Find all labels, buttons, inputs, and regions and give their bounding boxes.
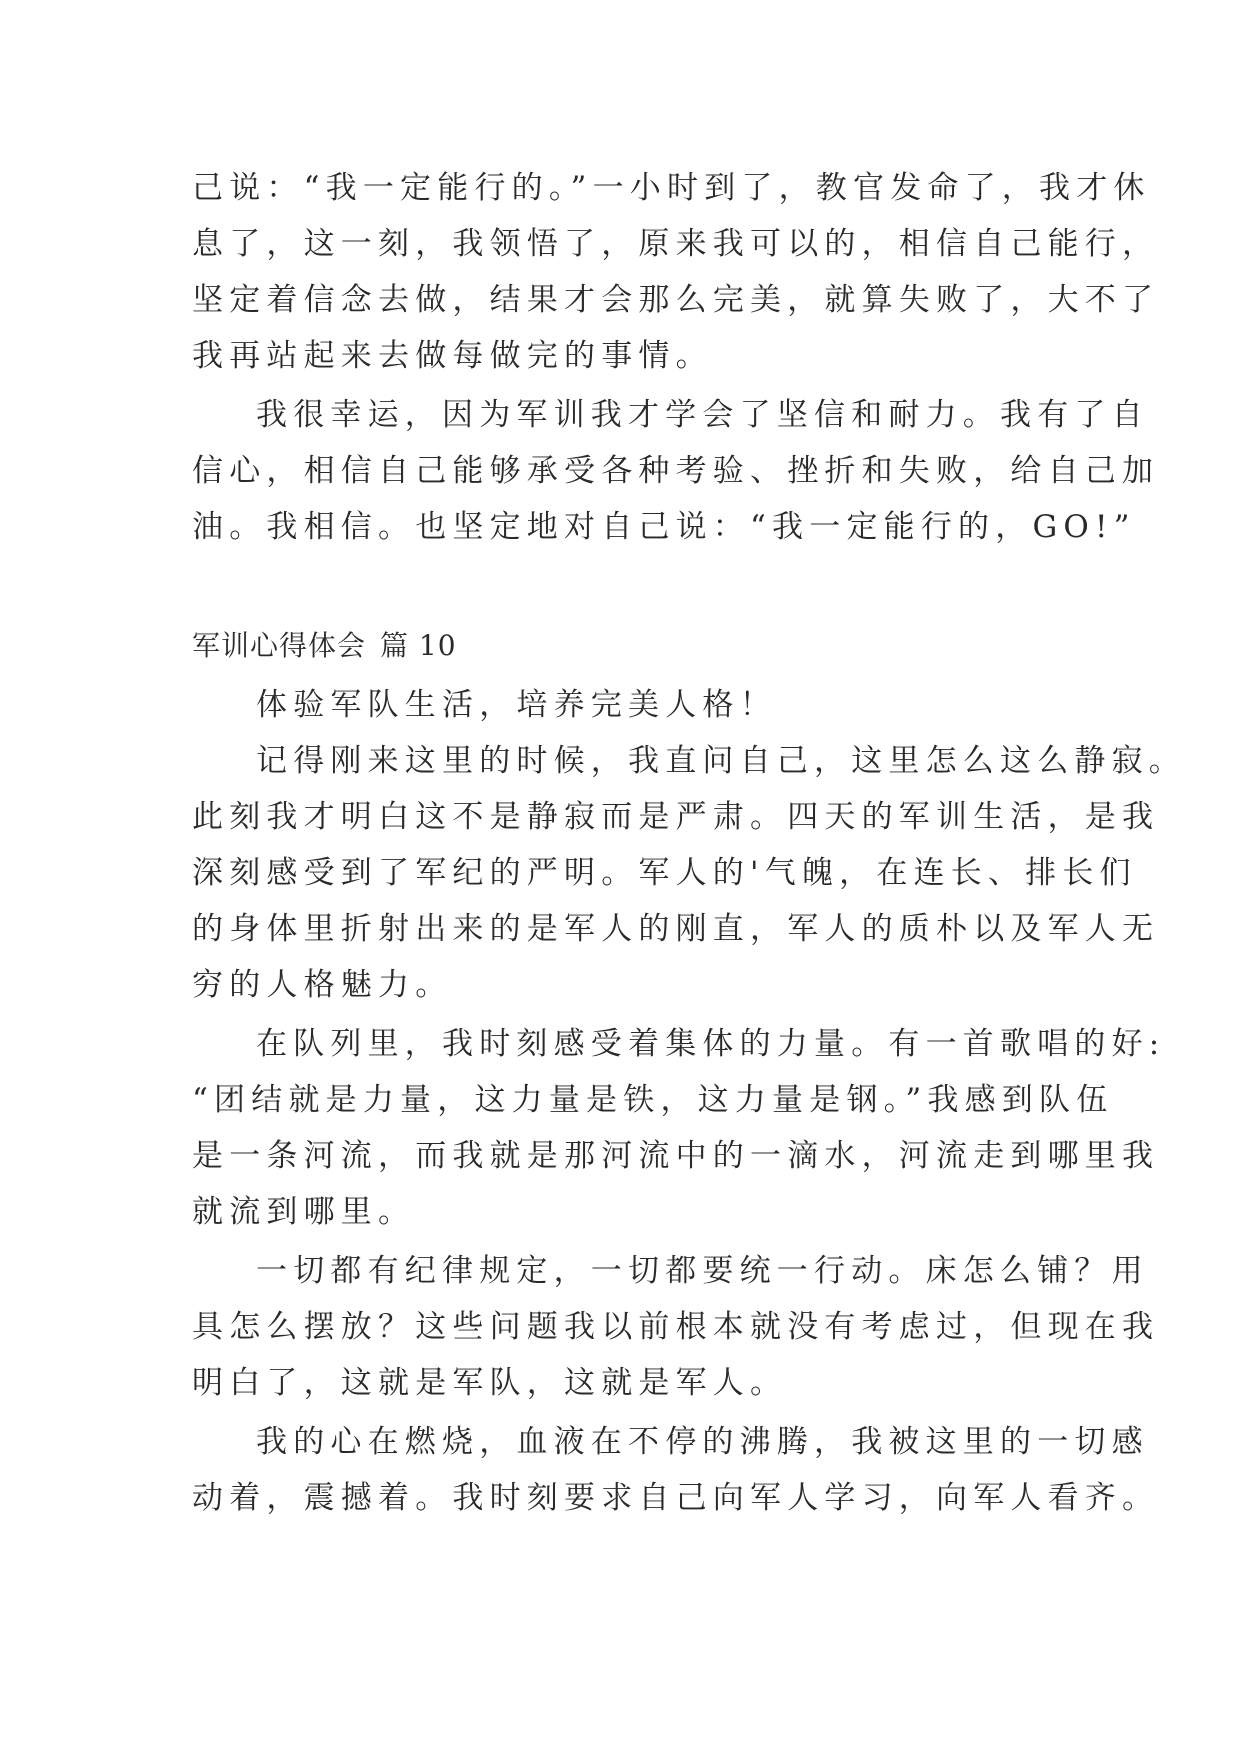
paragraph-line: 油。我相信。也坚定地对自己说：“我一定能行的，GO!” — [192, 509, 1136, 545]
section-number: 篇 10 — [380, 629, 457, 662]
section-title: 军训心得体会 — [192, 629, 367, 662]
paragraph-line: 明白了，这就是军队，这就是军人。 — [192, 1365, 788, 1401]
paragraph-line: 此刻我才明白这不是静寂而是严肃。四天的军训生活，是我 — [192, 799, 1160, 835]
paragraph-line: 信心，相信自己能够承受各种考验、挫折和失败，给自己加 — [192, 453, 1160, 489]
paragraph-line: 在队列里，我时刻感受着集体的力量。有一首歌唱的好: — [256, 1026, 1166, 1062]
paragraph-line: 己说：“我一定能行的。”一小时到了，教官发命了，我才休 — [192, 170, 1151, 206]
paragraph-line: 具怎么摆放？这些问题我以前根本就没有考虑过，但现在我 — [192, 1309, 1160, 1345]
paragraph-line: 的身体里折射出来的是军人的刚直，军人的质朴以及军人无 — [192, 911, 1160, 947]
section-subtitle: 体验军队生活，培养完美人格！ — [256, 687, 777, 723]
paragraph-line: 是一条河流，而我就是那河流中的一滴水，河流走到哪里我 — [192, 1138, 1160, 1174]
paragraph-line: 我的心在燃烧，血液在不停的沸腾，我被这里的一切感 — [256, 1424, 1149, 1460]
paragraph-line: 穷的人格魅力。 — [192, 967, 453, 1003]
paragraph-line: 息了，这一刻，我领悟了，原来我可以的，相信自己能行， — [192, 226, 1160, 262]
paragraph-line: 我再站起来去做每做完的事情。 — [192, 338, 713, 374]
paragraph-line: “团结就是力量，这力量是铁，这力量是钢。”我感到队伍 — [192, 1082, 1114, 1118]
paragraph-line: 记得刚来这里的时候，我直问自己，这里怎么这么静寂。 — [256, 743, 1186, 779]
paragraph-line: 我很幸运，因为军训我才学会了坚信和耐力。我有了自 — [256, 397, 1149, 433]
paragraph-line: 坚定着信念去做，结果才会那么完美，就算失败了，大不了 — [192, 282, 1160, 318]
section-heading — [192, 628, 457, 664]
paragraph-line: 一切都有纪律规定，一切都要统一行动。床怎么铺？用 — [256, 1253, 1149, 1289]
paragraph-line: 就流到哪里。 — [192, 1194, 416, 1230]
paragraph-line: 深刻感受到了军纪的严明。军人的'气魄，在连长、排长们 — [192, 855, 1137, 891]
paragraph-line: 动着，震撼着。我时刻要求自己向军人学习，向军人看齐。 — [192, 1480, 1160, 1516]
